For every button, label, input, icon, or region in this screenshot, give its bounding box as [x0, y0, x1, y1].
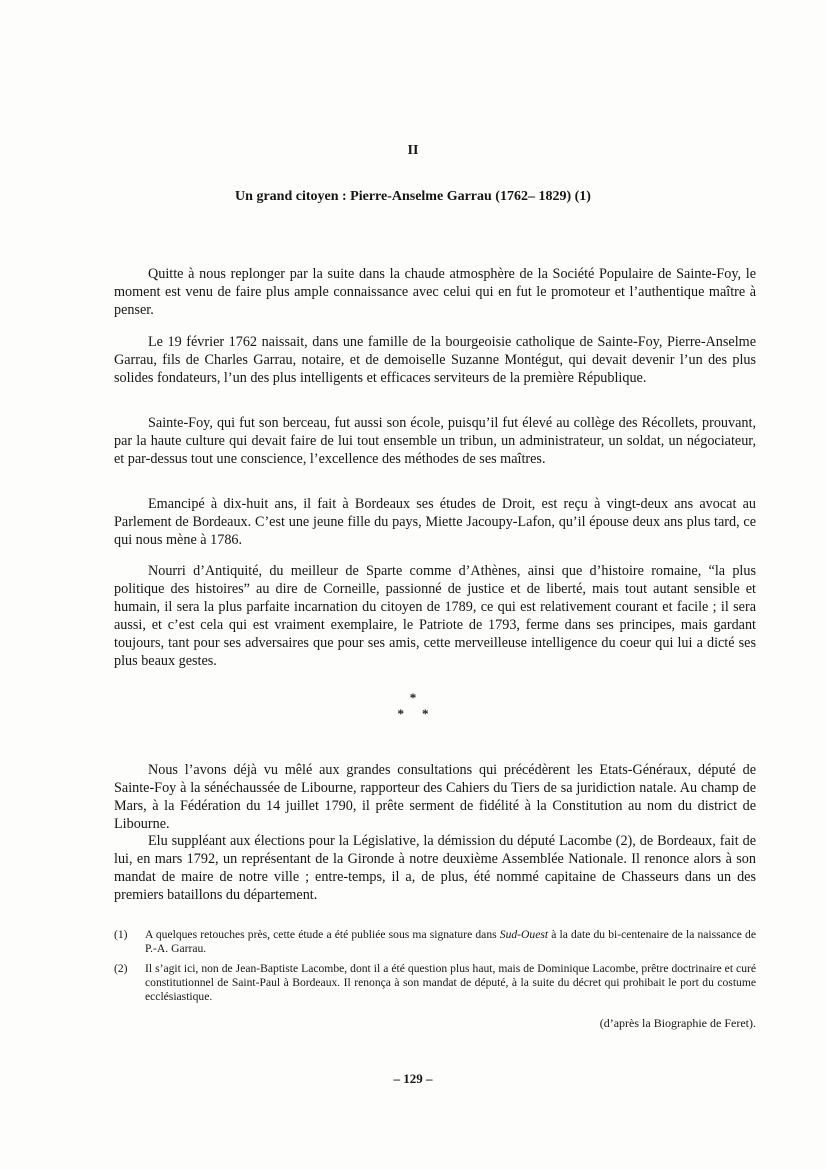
source-note: (d’après la Biographie de Feret). — [599, 1016, 756, 1030]
paragraph-text: Quitte à nous replonger par la suite dans la chaude atmosphère de la Société Populaire de Sainte-Foy, le moment est venu de faire plus ample connaissance avec celui qui en fut le promoteur et l’authentique maître à penser. — [114, 266, 756, 318]
footnote-text-part: Il s’agit ici, non de Jean-Baptiste Lacombe, dont il a été question plus haut, mais de Dominique Lacombe, prêtre doctrinaire et curé constitutionnel de Saint-Paul à Bordeaux. Il renonça à son mandat de député, à la suite du décret qui prohibait le port du costume ecclésiastique. — [145, 962, 756, 1003]
paragraph-text: Sainte-Foy, qui fut son berceau, fut aussi son école, puisqu’il fut élevé au collège des Récollets, prouvant, par la haute culture qui devait faire de lui tout ensemble un tribun, un administrateur, un soldat, un négociateur, et par-dessus tout une conscience, l’excellence des méthodes de ses maîtres. — [114, 415, 756, 467]
paragraph-text: Le 19 février 1762 naissait, dans une famille de la bourgeoisie catholique de Sainte-Foy, Pierre-Anselme Garrau, fils de Charles Garrau, notaire, et de demoiselle Suzanne Montégut, qui devait devenir l’un des plus solides fondateurs, l’un des plus intelligents et efficaces serviteurs de la première République. — [114, 334, 756, 386]
footnote-text-part: A quelques retouches près, cette étude a été publiée sous ma signature dans — [145, 928, 500, 941]
section-separator — [0, 690, 826, 722]
footnote-number: (2) — [114, 962, 128, 975]
footnote-number: (1) — [114, 928, 128, 941]
paragraph-text: Emancipé à dix-huit ans, il fait à Bordeaux ses études de Droit, est reçu à vingt-deux ans avocat au Parlement de Bordeaux. C’est une jeune fille du pays, Miette Jacoupy-Lafon, qu’il épouse deux ans plus tard, ce qui nous mène à 1786. — [114, 496, 756, 548]
page-number: – 129 – — [393, 1071, 433, 1086]
footnote-text-part: à la date du bi-centenaire de la naissance de P.-A. Garrau. — [145, 928, 756, 955]
paragraph-text: Nourri d’Antiquité, du meilleur de Sparte comme d’Athènes, ainsi que d’histoire romaine, “la plus politique des histoires” au dire de Corneille, passionné de justice et de liberté, mais tout autant sensible et humain, il sera la plus parfaite incarnation du citoyen de 1789, ce qui est relativement courant et facile ; il sera aussi, et c’est cela qui est vraiment exemplaire, le Patriote de 1793, ferme dans ses principes, mais gardant toujours, tant pour ses adversaires que pour ses amis, cette merveilleuse intelligence du coeur qui lui a dicté ses plus beaux gestes. — [114, 563, 756, 669]
paragraph-text: Nous l’avons déjà vu mêlé aux grandes consultations qui précédèrent les Etats-Généraux, député de Sainte-Foy à la sénéchaussée de Libourne, rapporteur des Cahiers du Tiers de sa juridiction natale. Au champ de Mars, à la Fédération du 14 juillet 1790, il prête serment de fidélité à la Constitution au nom du district de Libourne. — [114, 762, 756, 832]
paragraph-2 — [114, 333, 756, 387]
paragraph-3 — [114, 414, 756, 468]
paragraph-text: Elu suppléant aux élections pour la Législative, la démission du député Lacombe (2), de Bordeaux, fait de lui, en mars 1792, un représentant de la Gironde à notre deuxième Assemblée Nationale. Il renonce alors à son mandat de maire de notre ville ; entre-temps, il a, de plus, été nommé capitaine de Chasseurs dans un des premiers bataillons du département. — [114, 833, 756, 903]
paragraph-6 — [114, 761, 756, 833]
separator-bottom-asterisks: ** — [397, 706, 447, 721]
footnote-1 — [114, 928, 756, 956]
footnote-2 — [114, 962, 756, 1004]
footnote-italic-part: Sud-Ouest — [499, 928, 549, 941]
article-title: Un grand citoyen : Pierre-Anselme Garrau (1762– 1829) (1) — [235, 189, 591, 204]
paragraph-5 — [114, 562, 756, 670]
chapter-numeral: II — [407, 143, 419, 158]
separator-top-asterisk: * — [409, 690, 417, 705]
footnote-text — [145, 928, 756, 956]
paragraph-1 — [114, 265, 756, 319]
paragraph-7 — [114, 832, 756, 904]
paragraph-4 — [114, 495, 756, 549]
footnote-text — [145, 962, 756, 1004]
